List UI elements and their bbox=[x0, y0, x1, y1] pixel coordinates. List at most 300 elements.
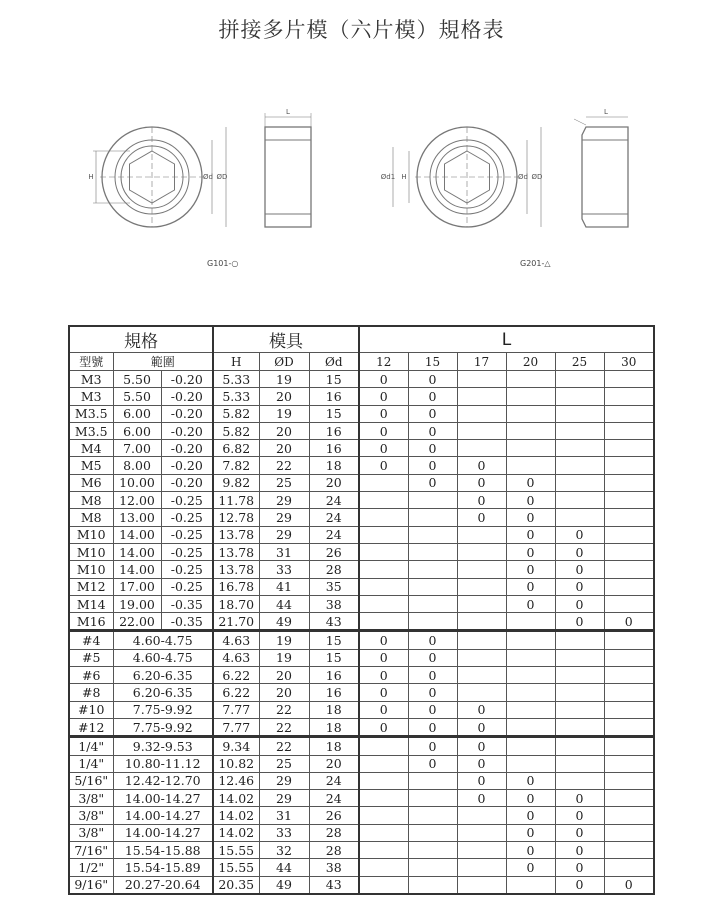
cell-l-20: 0 bbox=[506, 509, 555, 526]
cell-l-17 bbox=[457, 667, 506, 684]
cell-range-size: 19.00 bbox=[113, 595, 161, 612]
cell-range-size: 13.00 bbox=[113, 509, 161, 526]
cell-l-30: 0 bbox=[604, 613, 654, 631]
cell-l-15: 0 bbox=[408, 457, 457, 474]
cell-id: 38 bbox=[309, 595, 359, 612]
cell-l-30 bbox=[604, 422, 654, 439]
cell-model: #5 bbox=[69, 649, 113, 666]
header-id: Ød bbox=[309, 353, 359, 371]
cell-l-15 bbox=[408, 561, 457, 578]
cell-h: 4.63 bbox=[213, 649, 259, 666]
cell-id: 15 bbox=[309, 371, 359, 388]
cell-l-30 bbox=[604, 405, 654, 422]
cell-h: 12.78 bbox=[213, 509, 259, 526]
cell-h: 13.78 bbox=[213, 526, 259, 543]
cell-h: 5.33 bbox=[213, 371, 259, 388]
cell-l-15 bbox=[408, 807, 457, 824]
cell-l-25 bbox=[555, 667, 604, 684]
cell-model: M3 bbox=[69, 388, 113, 405]
cell-l-30 bbox=[604, 631, 654, 649]
cell-range-size: 12.00 bbox=[113, 492, 161, 509]
header-l-25: 25 bbox=[555, 353, 604, 371]
cell-model: 3/8" bbox=[69, 790, 113, 807]
cell-l-15: 0 bbox=[408, 474, 457, 491]
label-d-right: Ød bbox=[518, 173, 528, 181]
cell-model: M4 bbox=[69, 440, 113, 457]
cell-l-30 bbox=[604, 718, 654, 736]
table-row bbox=[69, 440, 654, 457]
cell-l-20 bbox=[506, 631, 555, 649]
cell-l-17 bbox=[457, 561, 506, 578]
cell-l-20 bbox=[506, 701, 555, 718]
cell-l-30 bbox=[604, 790, 654, 807]
table-row bbox=[69, 422, 654, 439]
cell-l-25 bbox=[555, 388, 604, 405]
group-spec: 規格 bbox=[69, 326, 213, 353]
cell-l-17 bbox=[457, 859, 506, 876]
table-row bbox=[69, 737, 654, 755]
header-l-12: 12 bbox=[359, 353, 408, 371]
cell-l-15: 0 bbox=[408, 701, 457, 718]
cell-l-17: 0 bbox=[457, 492, 506, 509]
cell-l-25 bbox=[555, 457, 604, 474]
cell-id: 18 bbox=[309, 701, 359, 718]
cell-h: 6.22 bbox=[213, 667, 259, 684]
cell-h: 5.82 bbox=[213, 405, 259, 422]
cell-l-30 bbox=[604, 667, 654, 684]
cell-l-30: 0 bbox=[604, 876, 654, 894]
header-od: ØD bbox=[259, 353, 309, 371]
cell-l-30 bbox=[604, 824, 654, 841]
cell-l-25: 0 bbox=[555, 807, 604, 824]
cell-l-20 bbox=[506, 388, 555, 405]
cell-model: M8 bbox=[69, 492, 113, 509]
cell-model: 1/4" bbox=[69, 755, 113, 772]
cell-id: 43 bbox=[309, 876, 359, 894]
cell-l-25 bbox=[555, 631, 604, 649]
cell-l-20: 0 bbox=[506, 561, 555, 578]
cell-h: 6.82 bbox=[213, 440, 259, 457]
cell-l-25 bbox=[555, 737, 604, 755]
cell-id: 15 bbox=[309, 405, 359, 422]
cell-l-20 bbox=[506, 649, 555, 666]
cell-l-17 bbox=[457, 649, 506, 666]
group-die: 模具 bbox=[213, 326, 359, 353]
cell-l-25 bbox=[555, 772, 604, 789]
cell-od: 19 bbox=[259, 371, 309, 388]
cell-l-17 bbox=[457, 543, 506, 560]
cell-h: 4.63 bbox=[213, 631, 259, 649]
cell-l-12 bbox=[359, 543, 408, 560]
table-row bbox=[69, 543, 654, 560]
cell-model: #6 bbox=[69, 667, 113, 684]
cell-l-12 bbox=[359, 526, 408, 543]
cell-l-12 bbox=[359, 474, 408, 491]
table-row bbox=[69, 701, 654, 718]
cell-l-17 bbox=[457, 595, 506, 612]
cell-range-tolerance: -0.20 bbox=[161, 440, 213, 457]
cell-l-25: 0 bbox=[555, 578, 604, 595]
cell-l-20 bbox=[506, 755, 555, 772]
cell-od: 19 bbox=[259, 405, 309, 422]
cell-l-20: 0 bbox=[506, 772, 555, 789]
table-row bbox=[69, 595, 654, 612]
cell-l-25 bbox=[555, 701, 604, 718]
cell-range: 20.27-20.64 bbox=[113, 876, 213, 894]
cell-range-tolerance: -0.25 bbox=[161, 509, 213, 526]
cell-model: M14 bbox=[69, 595, 113, 612]
header-h: H bbox=[213, 353, 259, 371]
cell-model: 7/16" bbox=[69, 842, 113, 859]
table-row bbox=[69, 684, 654, 701]
cell-od: 49 bbox=[259, 613, 309, 631]
cell-l-15: 0 bbox=[408, 631, 457, 649]
cell-l-17: 0 bbox=[457, 755, 506, 772]
cell-id: 16 bbox=[309, 388, 359, 405]
cell-range: 4.60-4.75 bbox=[113, 649, 213, 666]
cell-od: 22 bbox=[259, 701, 309, 718]
cell-id: 24 bbox=[309, 526, 359, 543]
table-row bbox=[69, 824, 654, 841]
cell-l-15 bbox=[408, 824, 457, 841]
cell-model: 9/16" bbox=[69, 876, 113, 894]
cell-l-12 bbox=[359, 737, 408, 755]
cell-range: 6.20-6.35 bbox=[113, 667, 213, 684]
label-h-left: H bbox=[88, 173, 94, 181]
cell-l-20 bbox=[506, 876, 555, 894]
cell-range-tolerance: -0.20 bbox=[161, 371, 213, 388]
cell-l-17: 0 bbox=[457, 790, 506, 807]
cell-h: 7.82 bbox=[213, 457, 259, 474]
caption-g201: G201-△ bbox=[520, 259, 551, 268]
cell-l-30 bbox=[604, 755, 654, 772]
cell-l-12 bbox=[359, 842, 408, 859]
table-row bbox=[69, 842, 654, 859]
table-row bbox=[69, 613, 654, 631]
cell-l-25: 0 bbox=[555, 790, 604, 807]
cell-od: 31 bbox=[259, 543, 309, 560]
cell-l-30 bbox=[604, 684, 654, 701]
cell-l-25 bbox=[555, 371, 604, 388]
cell-h: 13.78 bbox=[213, 561, 259, 578]
cell-l-15: 0 bbox=[408, 388, 457, 405]
table-row bbox=[69, 405, 654, 422]
table-row bbox=[69, 631, 654, 649]
table-row bbox=[69, 492, 654, 509]
label-l-left: L bbox=[286, 108, 290, 116]
cell-od: 20 bbox=[259, 388, 309, 405]
cell-l-30 bbox=[604, 371, 654, 388]
cell-l-30 bbox=[604, 509, 654, 526]
cell-l-20 bbox=[506, 718, 555, 736]
cell-id: 16 bbox=[309, 667, 359, 684]
cell-od: 32 bbox=[259, 842, 309, 859]
cell-l-17: 0 bbox=[457, 737, 506, 755]
cell-id: 24 bbox=[309, 509, 359, 526]
drawing-g101 bbox=[93, 113, 311, 227]
cell-h: 12.46 bbox=[213, 772, 259, 789]
cell-h: 9.82 bbox=[213, 474, 259, 491]
cell-model: M3.5 bbox=[69, 422, 113, 439]
cell-l-15 bbox=[408, 543, 457, 560]
table-row bbox=[69, 667, 654, 684]
spec-table bbox=[68, 325, 655, 895]
cell-l-15 bbox=[408, 876, 457, 894]
cell-l-12: 0 bbox=[359, 371, 408, 388]
cell-od: 29 bbox=[259, 790, 309, 807]
cell-h: 14.02 bbox=[213, 807, 259, 824]
cell-h: 6.22 bbox=[213, 684, 259, 701]
cell-l-15 bbox=[408, 492, 457, 509]
cell-l-20: 0 bbox=[506, 492, 555, 509]
cell-id: 16 bbox=[309, 440, 359, 457]
cell-l-12 bbox=[359, 790, 408, 807]
cell-id: 18 bbox=[309, 718, 359, 736]
cell-l-15: 0 bbox=[408, 755, 457, 772]
cell-range-size: 5.50 bbox=[113, 371, 161, 388]
cell-model: M10 bbox=[69, 526, 113, 543]
label-od-left: ØD bbox=[216, 173, 228, 181]
cell-l-30 bbox=[604, 807, 654, 824]
cell-range-size: 6.00 bbox=[113, 405, 161, 422]
cell-l-17 bbox=[457, 405, 506, 422]
cell-h: 7.77 bbox=[213, 701, 259, 718]
cell-h: 15.55 bbox=[213, 842, 259, 859]
cell-l-15: 0 bbox=[408, 422, 457, 439]
cell-range: 15.54-15.88 bbox=[113, 842, 213, 859]
cell-l-20 bbox=[506, 422, 555, 439]
cell-l-12: 0 bbox=[359, 684, 408, 701]
cell-od: 41 bbox=[259, 578, 309, 595]
cell-l-30 bbox=[604, 859, 654, 876]
cell-l-17 bbox=[457, 807, 506, 824]
cell-range-size: 14.00 bbox=[113, 526, 161, 543]
cell-range-size: 6.00 bbox=[113, 422, 161, 439]
cell-l-12 bbox=[359, 859, 408, 876]
cell-l-15 bbox=[408, 772, 457, 789]
cell-l-15 bbox=[408, 613, 457, 631]
cell-l-12 bbox=[359, 595, 408, 612]
group-length: L bbox=[359, 326, 654, 353]
table-row bbox=[69, 388, 654, 405]
header-l-30: 30 bbox=[604, 353, 654, 371]
cell-range-tolerance: -0.20 bbox=[161, 474, 213, 491]
cell-l-20 bbox=[506, 457, 555, 474]
cell-l-12: 0 bbox=[359, 718, 408, 736]
cell-l-20: 0 bbox=[506, 807, 555, 824]
cell-l-12: 0 bbox=[359, 701, 408, 718]
cell-l-12 bbox=[359, 772, 408, 789]
cell-l-12 bbox=[359, 755, 408, 772]
cell-l-17 bbox=[457, 613, 506, 631]
cell-range: 12.42-12.70 bbox=[113, 772, 213, 789]
cell-range-size: 5.50 bbox=[113, 388, 161, 405]
cell-l-17: 0 bbox=[457, 701, 506, 718]
cell-l-17: 0 bbox=[457, 509, 506, 526]
cell-model: #8 bbox=[69, 684, 113, 701]
cell-l-25: 0 bbox=[555, 561, 604, 578]
cell-l-20 bbox=[506, 737, 555, 755]
cell-id: 18 bbox=[309, 457, 359, 474]
cell-l-25 bbox=[555, 405, 604, 422]
cell-l-17: 0 bbox=[457, 772, 506, 789]
table-row bbox=[69, 790, 654, 807]
cell-h: 11.78 bbox=[213, 492, 259, 509]
cell-l-17: 0 bbox=[457, 474, 506, 491]
cell-l-25 bbox=[555, 440, 604, 457]
cell-id: 16 bbox=[309, 422, 359, 439]
cell-od: 25 bbox=[259, 474, 309, 491]
table-row bbox=[69, 578, 654, 595]
cell-l-30 bbox=[604, 474, 654, 491]
cell-model: #10 bbox=[69, 701, 113, 718]
cell-range: 7.75-9.92 bbox=[113, 718, 213, 736]
cell-model: M10 bbox=[69, 561, 113, 578]
cell-range: 14.00-14.27 bbox=[113, 790, 213, 807]
cell-od: 44 bbox=[259, 595, 309, 612]
cell-l-25: 0 bbox=[555, 876, 604, 894]
cell-range-size: 8.00 bbox=[113, 457, 161, 474]
cell-id: 24 bbox=[309, 790, 359, 807]
cell-l-17 bbox=[457, 371, 506, 388]
cell-range-size: 7.00 bbox=[113, 440, 161, 457]
cell-range-tolerance: -0.35 bbox=[161, 595, 213, 612]
cell-id: 28 bbox=[309, 824, 359, 841]
cell-id: 26 bbox=[309, 807, 359, 824]
header-model: 型號 bbox=[69, 353, 113, 371]
cell-l-17 bbox=[457, 578, 506, 595]
header-l-15: 15 bbox=[408, 353, 457, 371]
cell-l-15 bbox=[408, 578, 457, 595]
cell-id: 28 bbox=[309, 842, 359, 859]
cell-l-15: 0 bbox=[408, 718, 457, 736]
cell-range: 9.32-9.53 bbox=[113, 737, 213, 755]
caption-g101: G101-○ bbox=[207, 259, 239, 268]
cell-l-20: 0 bbox=[506, 824, 555, 841]
cell-od: 29 bbox=[259, 509, 309, 526]
table-row bbox=[69, 474, 654, 491]
cell-l-17 bbox=[457, 684, 506, 701]
cell-l-17 bbox=[457, 422, 506, 439]
table-row bbox=[69, 457, 654, 474]
cell-range-tolerance: -0.25 bbox=[161, 561, 213, 578]
cell-id: 18 bbox=[309, 737, 359, 755]
cell-od: 22 bbox=[259, 737, 309, 755]
header-l-17: 17 bbox=[457, 353, 506, 371]
table-row bbox=[69, 718, 654, 736]
cell-l-20: 0 bbox=[506, 595, 555, 612]
cell-model: #4 bbox=[69, 631, 113, 649]
cell-l-30 bbox=[604, 440, 654, 457]
cell-od: 49 bbox=[259, 876, 309, 894]
cell-l-25: 0 bbox=[555, 595, 604, 612]
cell-h: 15.55 bbox=[213, 859, 259, 876]
cell-l-12 bbox=[359, 492, 408, 509]
cell-range-tolerance: -0.25 bbox=[161, 543, 213, 560]
cell-h: 14.02 bbox=[213, 790, 259, 807]
cell-l-17 bbox=[457, 440, 506, 457]
cell-l-12 bbox=[359, 509, 408, 526]
cell-model: M12 bbox=[69, 578, 113, 595]
cell-h: 13.78 bbox=[213, 543, 259, 560]
cell-l-15 bbox=[408, 842, 457, 859]
cell-l-30 bbox=[604, 595, 654, 612]
cell-od: 19 bbox=[259, 631, 309, 649]
cell-range-tolerance: -0.25 bbox=[161, 526, 213, 543]
cell-h: 7.77 bbox=[213, 718, 259, 736]
cell-range-size: 17.00 bbox=[113, 578, 161, 595]
cell-od: 29 bbox=[259, 492, 309, 509]
cell-l-15: 0 bbox=[408, 684, 457, 701]
cell-od: 44 bbox=[259, 859, 309, 876]
cell-l-20: 0 bbox=[506, 474, 555, 491]
cell-l-25 bbox=[555, 684, 604, 701]
cell-l-30 bbox=[604, 492, 654, 509]
spec-table-body bbox=[69, 371, 654, 894]
cell-id: 15 bbox=[309, 631, 359, 649]
cell-l-25 bbox=[555, 492, 604, 509]
cell-l-30 bbox=[604, 649, 654, 666]
cell-od: 31 bbox=[259, 807, 309, 824]
cell-l-17 bbox=[457, 526, 506, 543]
cell-l-17 bbox=[457, 876, 506, 894]
cell-l-12: 0 bbox=[359, 422, 408, 439]
cell-range-tolerance: -0.35 bbox=[161, 613, 213, 631]
cell-id: 35 bbox=[309, 578, 359, 595]
cell-h: 5.33 bbox=[213, 388, 259, 405]
cell-model: 3/8" bbox=[69, 824, 113, 841]
cell-range-size: 22.00 bbox=[113, 613, 161, 631]
cell-model: #12 bbox=[69, 718, 113, 736]
cell-l-30 bbox=[604, 772, 654, 789]
table-row bbox=[69, 561, 654, 578]
cell-range: 6.20-6.35 bbox=[113, 684, 213, 701]
cell-l-12 bbox=[359, 561, 408, 578]
cell-id: 24 bbox=[309, 772, 359, 789]
cell-od: 20 bbox=[259, 440, 309, 457]
cell-h: 16.78 bbox=[213, 578, 259, 595]
cell-l-15: 0 bbox=[408, 371, 457, 388]
cell-model: M6 bbox=[69, 474, 113, 491]
cell-id: 16 bbox=[309, 684, 359, 701]
cell-l-15: 0 bbox=[408, 667, 457, 684]
table-row bbox=[69, 807, 654, 824]
table-row bbox=[69, 859, 654, 876]
cell-h: 5.82 bbox=[213, 422, 259, 439]
header-l-20: 20 bbox=[506, 353, 555, 371]
cell-model: M16 bbox=[69, 613, 113, 631]
cell-l-17: 0 bbox=[457, 457, 506, 474]
cell-l-30 bbox=[604, 543, 654, 560]
cell-range-tolerance: -0.20 bbox=[161, 388, 213, 405]
label-l-right: L bbox=[604, 108, 608, 116]
cell-id: 20 bbox=[309, 474, 359, 491]
table-row bbox=[69, 371, 654, 388]
cell-l-15 bbox=[408, 859, 457, 876]
cell-l-15 bbox=[408, 790, 457, 807]
cell-l-17 bbox=[457, 388, 506, 405]
cell-model: M3 bbox=[69, 371, 113, 388]
cell-model: 5/16" bbox=[69, 772, 113, 789]
cell-l-17 bbox=[457, 842, 506, 859]
cell-range-tolerance: -0.25 bbox=[161, 492, 213, 509]
cell-l-15: 0 bbox=[408, 440, 457, 457]
label-d1-right: Ød1 bbox=[380, 173, 396, 181]
cell-l-25: 0 bbox=[555, 859, 604, 876]
cell-range-tolerance: -0.25 bbox=[161, 578, 213, 595]
cell-l-12: 0 bbox=[359, 631, 408, 649]
cell-l-12 bbox=[359, 613, 408, 631]
